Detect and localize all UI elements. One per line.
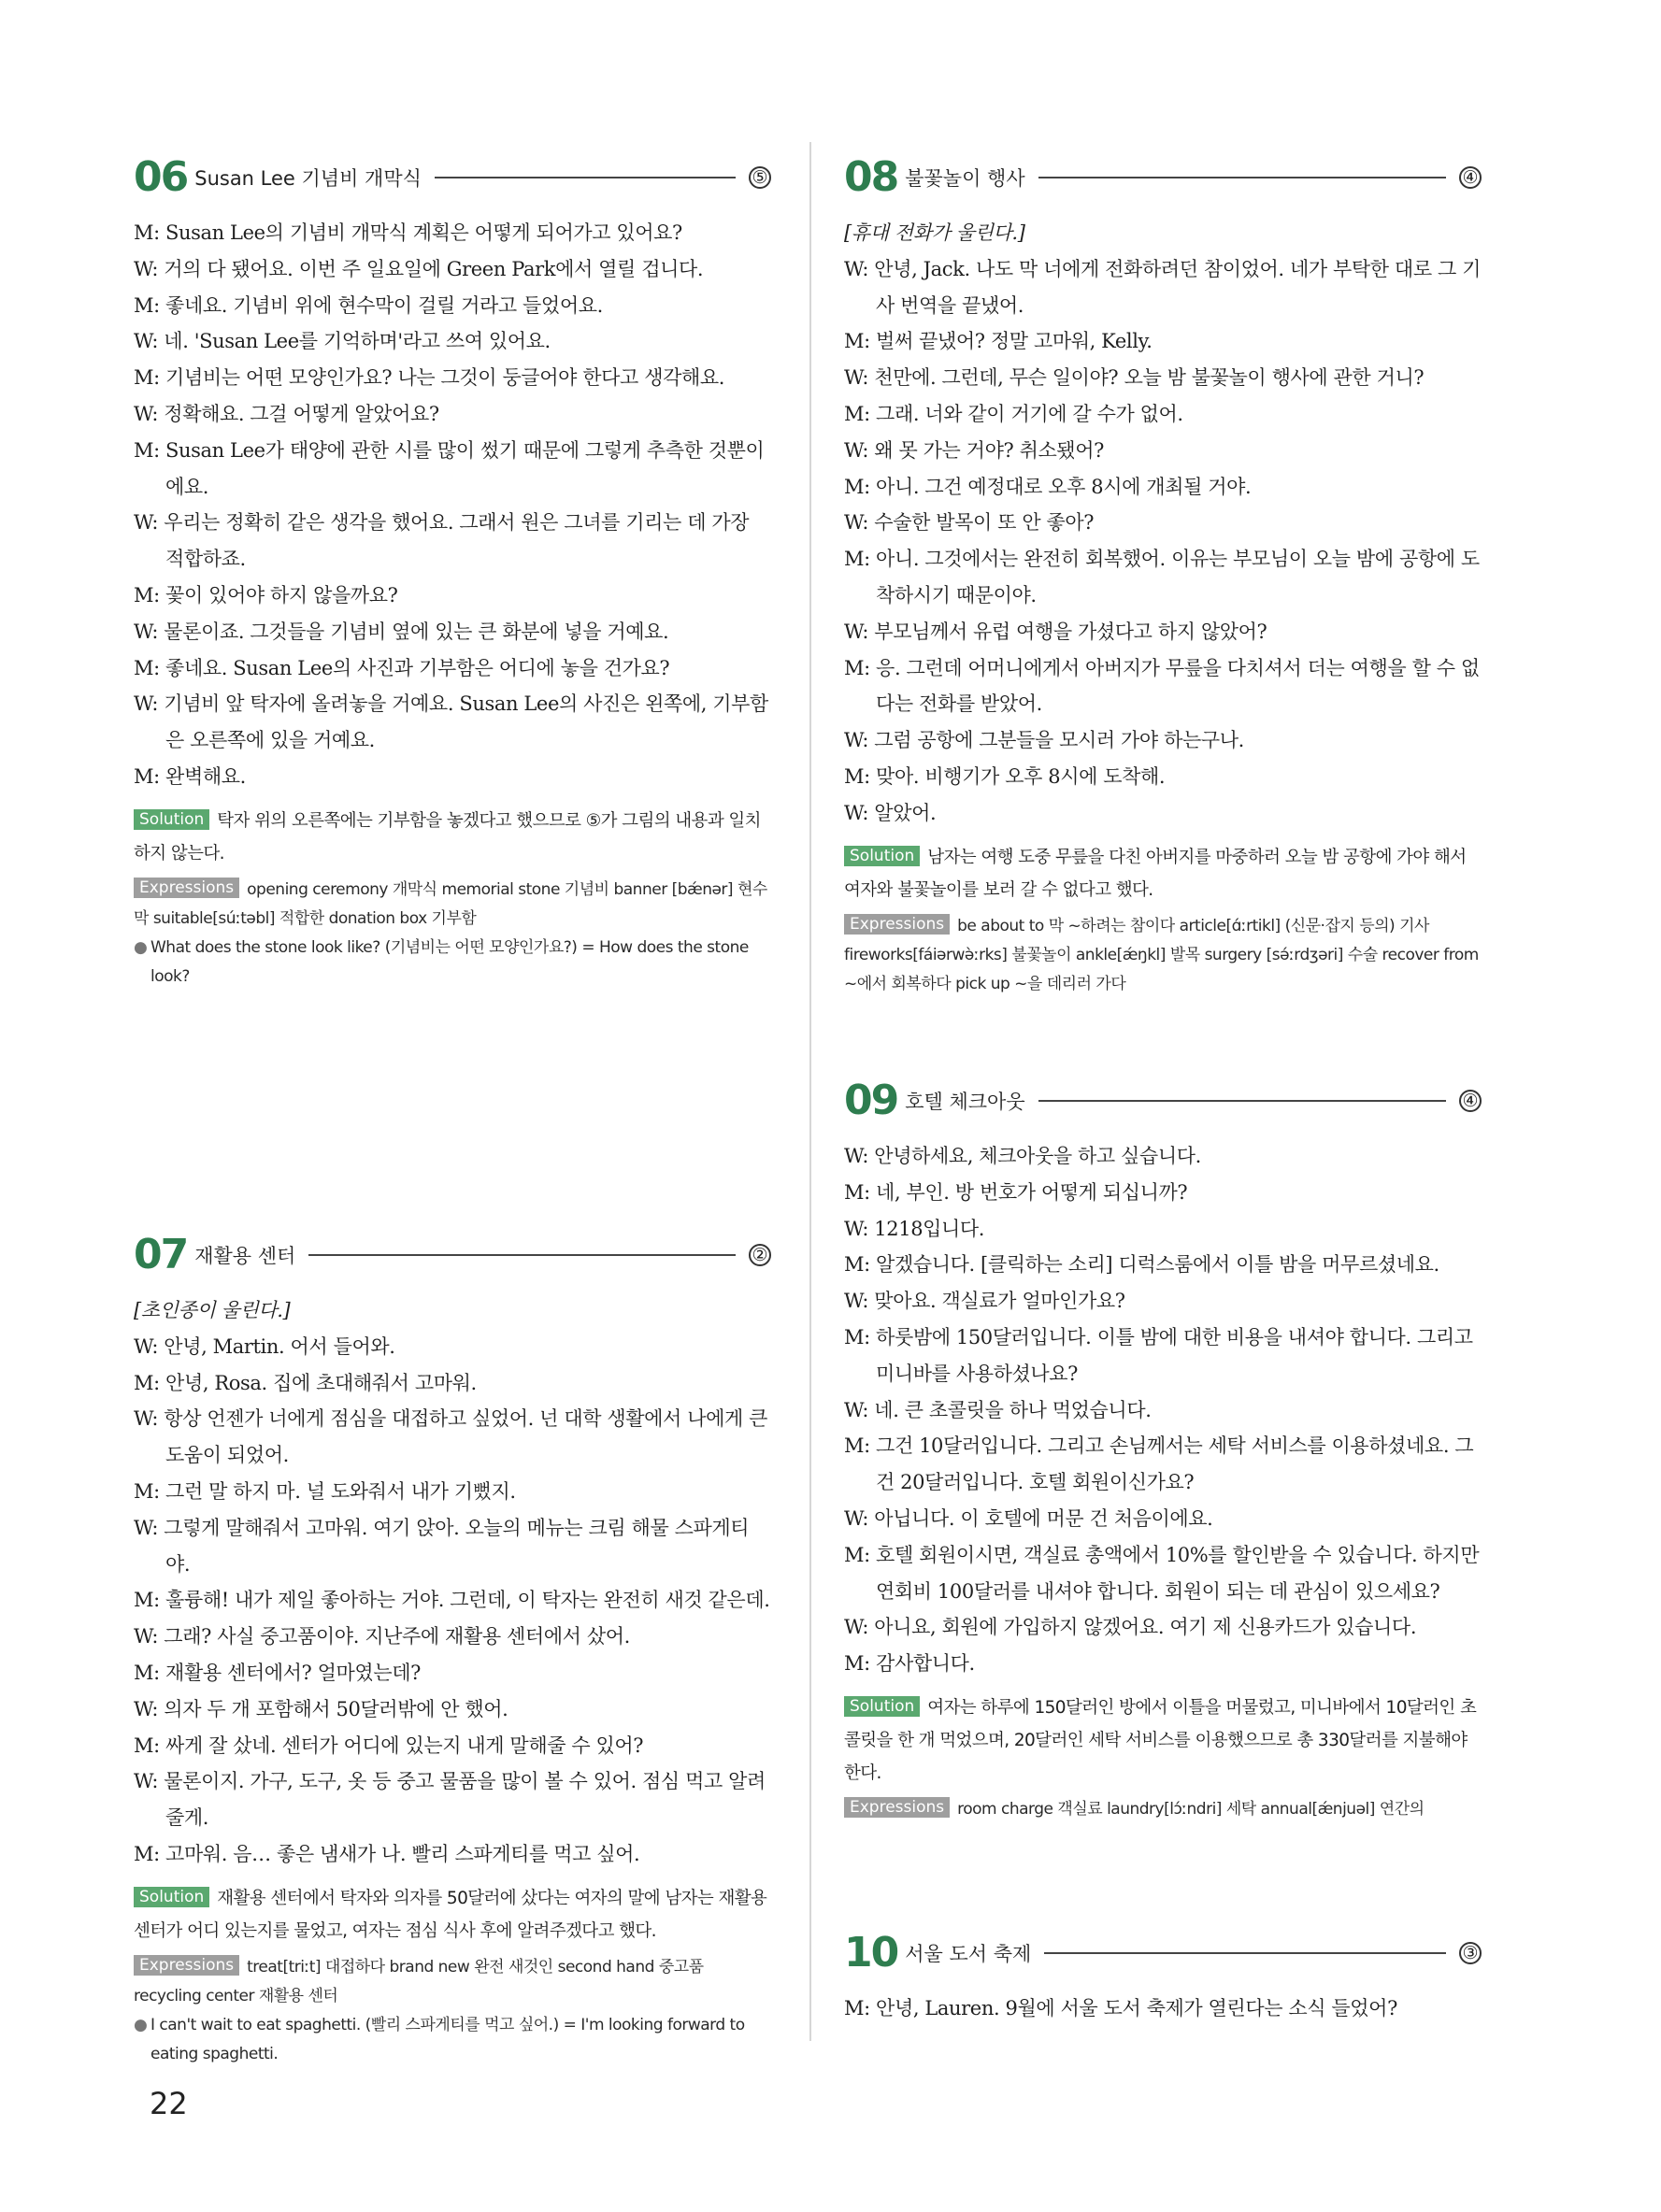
section-08: [844, 151, 1482, 999]
dialog-line: W: 네. 'Susan Lee를 기억하며'라고 쓰여 있어요.: [134, 330, 551, 353]
header-rule: [435, 177, 736, 178]
dialog-line: M: 그건 10달러입니다. 그리고 손님께서는 세탁 서비스를 이용하셨네요. 그건 20달러입니다. 호텔 회원이신가요?: [844, 1434, 1474, 1494]
solution-badge: Solution: [134, 809, 209, 830]
expressions-text: opening ceremony 개막식 memorial stone 기념비 banner [bǽnər] 현수막 suitable[súːtəbl] 적합한 donation box 기부함: [134, 879, 767, 928]
dialog-line: M: 훌륭해! 내가 제일 좋아하는 거야. 그런데, 이 탁자는 완전히 새것 같은데.: [134, 1589, 770, 1612]
expressions-badge: Expressions: [134, 1955, 239, 1976]
solution-badge: Solution: [844, 1696, 920, 1717]
page-number: 22: [150, 2086, 188, 2121]
section-title: 서울 도서 축제: [905, 1943, 1032, 1965]
dialog-line: W: 천만에. 그런데, 무슨 일이야? 오늘 밤 불꽃놀이 행사에 관한 거니?: [844, 366, 1425, 390]
expressions-text: be about to 막 ~하려는 참이다 article[ɑ́ːrtikl] (신문·잡지 등의) 기사 fireworks[fáiərwə̀ːrks] 불꽃놀이 ankle[ǽŋkl] 발목 surgery [sə́ːrdʒəri] 수술 recover from ~에서 회복하다 pick up ~을 데리러 가다: [844, 916, 1479, 993]
dialog-line: M: 호텔 회원이시면, 객실료 총액에서 10%를 할인받을 수 있습니다. 하지만 연회비 100달러를 내셔야 합니다. 회원이 되는 데 관심이 있으세요?: [844, 1543, 1480, 1603]
dialog-line: W: 그렇게 말해줘서 고마워. 여기 앉아. 오늘의 메뉴는 크림 해물 스파게티야.: [134, 1516, 750, 1576]
solution-block: [844, 1691, 1482, 1790]
dialog-line: M: 안녕, Rosa. 집에 초대해줘서 고마워.: [134, 1371, 477, 1394]
expressions-badge: Expressions: [844, 1797, 950, 1818]
dialog-line: M: Susan Lee가 태양에 관한 시를 많이 썼기 때문에 그렇게 추측한 것뿐이에요.: [134, 438, 765, 498]
answer-mark: ④: [1459, 166, 1482, 189]
section-number: 07: [134, 1231, 188, 1278]
dialog-line: W: 아니요, 회원에 가입하지 않겠어요. 여기 제 신용카드가 있습니다.: [844, 1616, 1417, 1639]
bullet-icon: ●: [134, 2015, 148, 2034]
section-title: Susan Lee 기념비 개막식: [194, 167, 422, 190]
dialog-line: M: 응. 그런데 어머니에게서 아버지가 무릎을 다치셔서 더는 여행을 할 수 없다는 전화를 받았어.: [844, 656, 1480, 716]
dialog: [844, 1138, 1482, 1682]
note-text: I can't wait to eat spaghetti. (빨리 스파게티를 먹고 싶어.) = I'm looking forward to eating spaghetti.: [150, 2015, 745, 2063]
note-text: What does the stone look like? (기념비는 어떤 모양인가요?) = How does the stone look?: [150, 937, 749, 986]
section-title: 재활용 센터: [194, 1245, 296, 1267]
section-number: 06: [134, 153, 188, 201]
dialog-line: M: 벌써 끝냈어? 정말 고마워, Kelly.: [844, 330, 1153, 353]
solution-block: [844, 841, 1482, 906]
section-number: 10: [844, 1929, 898, 1977]
section-09: [844, 1075, 1482, 1824]
dialog-line: W: 부모님께서 유럽 여행을 가셨다고 하지 않았어?: [844, 620, 1267, 643]
dialog-line: M: 꽃이 있어야 하지 않을까요?: [134, 583, 398, 607]
dialog-line: W: 안녕, Martin. 어서 들어와.: [134, 1334, 395, 1358]
section-06: [134, 151, 771, 992]
section-title: 불꽃놀이 행사: [905, 167, 1025, 190]
header-rule: [308, 1254, 736, 1256]
stage-direction: [초인종이 울린다.]: [134, 1299, 291, 1321]
solution-text: 여자는 하루에 150달러인 방에서 이틀을 머물렀고, 미니바에서 10달러인 초콜릿을 한 개 먹었으며, 20달러인 세탁 서비스를 이용했으므로 총 330달러를 지불해야 한다.: [844, 1697, 1477, 1783]
answer-mark: ②: [749, 1244, 771, 1266]
dialog-line: M: Susan Lee의 기념비 개막식 계획은 어떻게 되어가고 있어요?: [134, 221, 682, 244]
dialog-line: M: 하룻밤에 150달러입니다. 이틀 밤에 대한 비용을 내셔야 합니다. 그리고 미니바를 사용하셨나요?: [844, 1325, 1473, 1385]
dialog-line: W: 안녕, Jack. 나도 막 너에게 전화하려던 참이었어. 네가 부탁한 대로 그 기사 번역을 끝냈어.: [844, 257, 1482, 317]
expressions-block: [134, 1953, 771, 2011]
expressions-block: [844, 1795, 1482, 1824]
section-header: [844, 1075, 1482, 1127]
dialog-line: M: 알겠습니다. [클릭하는 소리] 디럭스룸에서 이틀 밤을 머무르셨네요.: [844, 1253, 1439, 1277]
header-rule: [1038, 177, 1446, 178]
expressions-block: [844, 912, 1482, 999]
expressions-text: treat[triːt] 대접하다 brand new 완전 새것인 second hand 중고품 recycling center 재활용 센터: [134, 1957, 704, 2005]
expressions-badge: Expressions: [844, 914, 950, 935]
solution-badge: Solution: [134, 1887, 209, 1907]
expressions-text: room charge 객실료 laundry[lɔ́ːndri] 세탁 annual[ǽnjuəl] 연간의: [957, 1799, 1425, 1819]
dialog-line: W: 수술한 발목이 또 안 좋아?: [844, 511, 1095, 535]
dialog: [844, 1991, 1482, 2027]
answer-mark: ③: [1459, 1942, 1482, 1964]
dialog-line: M: 고마워. 음… 좋은 냄새가 나. 빨리 스파게티를 먹고 싶어.: [134, 1842, 640, 1865]
section-header: [134, 151, 771, 204]
dialog-line: W: 맞아요. 객실료가 얼마인가요?: [844, 1290, 1125, 1313]
dialog-line: M: 싸게 잘 샀네. 센터가 어디에 있는지 내게 말해줄 수 있어?: [134, 1734, 644, 1757]
dialog-line: W: 거의 다 됐어요. 이번 주 일요일에 Green Park에서 열릴 겁니다.: [134, 257, 704, 280]
answer-mark: ④: [1459, 1090, 1482, 1112]
dialog: [134, 1292, 771, 1873]
dialog: [844, 215, 1482, 832]
dialog-line: W: 그럼 공항에 그분들을 모시러 가야 하는구나.: [844, 729, 1244, 752]
dialog-line: W: 정확해요. 그걸 어떻게 알았어요?: [134, 402, 439, 425]
dialog-line: M: 감사합니다.: [844, 1652, 975, 1676]
dialog-line: M: 재활용 센터에서? 얼마였는데?: [134, 1661, 421, 1684]
dialog-line: W: 왜 못 가는 거야? 취소됐어?: [844, 438, 1104, 462]
column-divider: [809, 142, 811, 2041]
solution-block: [134, 1882, 771, 1948]
bullet-icon: ●: [134, 937, 148, 957]
section-header: [134, 1229, 771, 1281]
dialog-line: W: 물론이지. 가구, 도구, 옷 등 중고 물품을 많이 볼 수 있어. 점심 먹고 알려줄게.: [134, 1770, 766, 1830]
section-number: 09: [844, 1077, 898, 1124]
dialog-line: M: 그런 말 하지 마. 널 도와줘서 내가 기뻤지.: [134, 1479, 516, 1503]
dialog-line: W: 네. 큰 초콜릿을 하나 먹었습니다.: [844, 1398, 1152, 1421]
solution-text: 재활용 센터에서 탁자와 의자를 50달러에 샀다는 여자의 말에 남자는 재활용 센터가 어디 있는지를 물었고, 여자는 점심 식사 후에 알려주겠다고 했다.: [134, 1888, 767, 1941]
dialog-line: W: 의자 두 개 포함해서 50달러밖에 안 했어.: [134, 1697, 508, 1720]
dialog: [134, 215, 771, 795]
dialog-line: W: 안녕하세요, 체크아웃을 하고 싶습니다.: [844, 1145, 1201, 1167]
expressions-badge: Expressions: [134, 878, 239, 898]
header-rule: [1044, 1952, 1446, 1954]
dialog-line: W: 우리는 정확히 같은 생각을 했어요. 그래서 원은 그녀를 기리는 데 가장 적합하죠.: [134, 511, 750, 571]
note: [134, 2011, 771, 2069]
solution-badge: Solution: [844, 846, 920, 866]
dialog-line: W: 기념비 앞 탁자에 올려놓을 거예요. Susan Lee의 사진은 왼쪽에, 기부함은 오른쪽에 있을 거예요.: [134, 692, 768, 752]
dialog-line: M: 네, 부인. 방 번호가 어떻게 되십니까?: [844, 1180, 1188, 1204]
dialog-line: W: 아닙니다. 이 호텔에 머문 건 처음이에요.: [844, 1506, 1213, 1530]
dialog-line: M: 기념비는 어떤 모양인가요? 나는 그것이 둥글어야 한다고 생각해요.: [134, 366, 725, 390]
dialog-line: M: 아니. 그건 예정대로 오후 8시에 개최될 거야.: [844, 475, 1252, 498]
stage-direction: [휴대 전화가 울린다.]: [844, 221, 1025, 244]
dialog-line: W: 항상 언젠가 너에게 점심을 대접하고 싶었어. 넌 대학 생활에서 나에게 큰 도움이 되었어.: [134, 1407, 768, 1467]
dialog-line: M: 좋네요. 기념비 위에 현수막이 걸릴 거라고 들었어요.: [134, 293, 603, 317]
expressions-block: [134, 876, 771, 934]
section-10: [844, 1927, 1482, 2027]
solution-block: [134, 805, 771, 870]
solution-text: 탁자 위의 오른쪽에는 기부함을 놓겠다고 했으므로 ⑤가 그림의 내용과 일치하지 않는다.: [134, 810, 761, 863]
section-header: [844, 151, 1482, 204]
dialog-line: M: 아니. 그것에서는 완전히 회복했어. 이유는 부모님이 오늘 밤에 공항에 도착하시기 때문이야.: [844, 548, 1480, 607]
solution-text: 남자는 여행 도중 무릎을 다친 아버지를 마중하러 오늘 밤 공항에 가야 해서 여자와 불꽃놀이를 보러 갈 수 없다고 했다.: [844, 847, 1467, 900]
section-title: 호텔 체크아웃: [905, 1091, 1025, 1113]
dialog-line: W: 물론이죠. 그것들을 기념비 옆에 있는 큰 화분에 넣을 거예요.: [134, 620, 669, 643]
answer-mark: ⑤: [749, 166, 771, 189]
header-rule: [1038, 1100, 1446, 1102]
section-number: 08: [844, 153, 898, 201]
dialog-line: W: 1218입니다.: [844, 1217, 985, 1240]
dialog-line: M: 그래. 너와 같이 거기에 갈 수가 없어.: [844, 402, 1183, 425]
dialog-line: M: 맞아. 비행기가 오후 8시에 도착해.: [844, 764, 1166, 788]
note: [134, 934, 771, 992]
dialog-line: M: 안녕, Lauren. 9월에 서울 도서 축제가 열린다는 소식 들었어?: [844, 1997, 1397, 2019]
dialog-line: M: 완벽해요.: [134, 764, 246, 788]
dialog-line: W: 알았어.: [844, 801, 937, 824]
dialog-line: W: 그래? 사실 중고품이야. 지난주에 재활용 센터에서 샀어.: [134, 1625, 630, 1648]
dialog-line: M: 좋네요. Susan Lee의 사진과 기부함은 어디에 놓을 건가요?: [134, 656, 670, 679]
section-07: [134, 1229, 771, 2069]
section-header: [844, 1927, 1482, 1979]
